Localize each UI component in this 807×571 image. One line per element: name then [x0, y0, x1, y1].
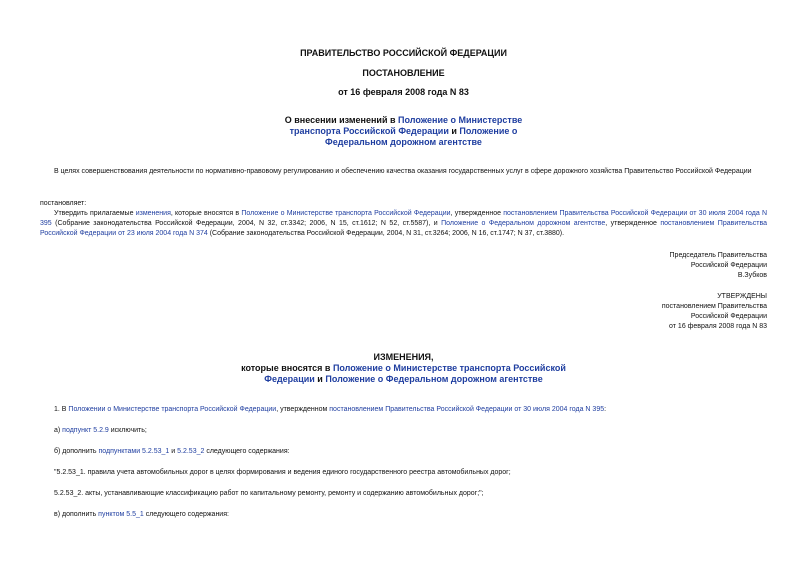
changes-mid: и — [314, 374, 326, 384]
changes-prefix: которые вносятся в — [241, 363, 333, 373]
item-1-link-decree-395[interactable]: постановлением Правительства Российской Федерации от 30 июля 2004 года N 395 — [329, 406, 605, 413]
title-link-ministry-regulation[interactable]: Положение о Министерстве транспорта Российской Федерации — [289, 115, 523, 136]
item-b-link-subpoint-2[interactable]: 5.2.53_2 — [177, 448, 205, 455]
signature-block — [670, 251, 767, 281]
item-v-link-point[interactable]: пунктом 5.5_1 — [98, 511, 144, 518]
approve-text-6: (Собрание законодательства Российской Федерации, 2004, N 31, ст.3264; 2006, N 16, ст.1747; N 37, ст.3880). — [207, 230, 565, 237]
item-b — [54, 447, 290, 457]
title-link-agency-regulation[interactable]: Положение о Федеральном дорожном агентстве — [325, 126, 518, 147]
approved-line-2: постановлением Правительства — [661, 303, 767, 310]
approve-text-4: (Собрание законодательства Российской Федерации, 2004, N 32, ст.3342; 2006, N 15, ст.1612; N 52, ст.5587), и — [51, 220, 442, 227]
changes-link-agency-regulation[interactable]: Положение о Федеральном дорожном агентстве — [325, 374, 543, 384]
changes-heading: ИЗМЕНЕНИЯ, — [373, 352, 434, 362]
link-decree-395[interactable]: постановлением Правительства Российской Федерации от 30 июля 2004 года N 395 — [40, 210, 767, 227]
item-1-link-ministry-regulation[interactable]: Положении о Министерстве транспорта Российской Федерации — [68, 406, 277, 413]
link-decree-374[interactable]: постановлением Правительства Российской Федерации от 23 июля 2004 года N 374 — [40, 220, 767, 237]
quote-5-2-53-1: "5.2.53_1. правила учета автомобильных дорог в целях формирования и ведения единого государственного реестра автомобильных дорог; — [54, 469, 511, 476]
item-1-text-1: 1. В — [54, 406, 69, 413]
item-b-link-subpoints[interactable]: подпунктами 5.2.53_1 — [98, 448, 170, 455]
item-v — [54, 510, 229, 520]
item-b-text-2: и — [169, 448, 178, 455]
approve-text-2: , которые вносятся в — [170, 210, 242, 217]
item-b-text-3: следующего содержания: — [204, 448, 290, 455]
link-ministry-regulation[interactable]: Положение о Министерстве транспорта Российской Федерации — [241, 210, 451, 217]
approved-line-4: от 16 февраля 2008 года N 83 — [669, 323, 767, 330]
item-a-link-subpoint[interactable]: подпункт 5.2.9 — [62, 427, 109, 434]
item-v-text-1: в) дополнить — [54, 511, 99, 518]
item-a-text-2: исключить; — [108, 427, 147, 434]
quote-5-2-53-2: 5.2.53_2. акты, устанавливающие классификацию работ по капитальному ремонту, ремонту и содержанию автомобильных дорог;"; — [54, 490, 484, 497]
changes-link-ministry-regulation[interactable]: Положение о Министерстве транспорта Российской Федерации — [264, 363, 566, 384]
approve-text-1: Утвердить прилагаемые — [54, 210, 136, 217]
item-a-text-1: а) — [54, 427, 63, 434]
link-agency-regulation[interactable]: Положение о Федеральном дорожном агентстве — [441, 220, 606, 227]
item-a — [54, 426, 147, 436]
approve-text-3: , утвержденное — [450, 210, 504, 217]
signature-name: В.Зубков — [737, 272, 767, 279]
item-1 — [54, 405, 606, 415]
title-prefix: О внесении изменений в — [284, 115, 399, 125]
header-doc-type: ПОСТАНОВЛЕНИЕ — [362, 68, 445, 78]
link-changes[interactable]: изменения — [135, 210, 171, 217]
preamble-paragraph: В целях совершенствования деятельности по нормативно-правовому регулированию и обеспечению качества оказания государственных услуг в сфере дорожного хозяйства Правительство Российской Федерации — [54, 168, 752, 175]
header-date-number: от 16 февраля 2008 года N 83 — [338, 87, 469, 97]
signature-line-2: Российской Федерации — [690, 262, 767, 269]
header-government: ПРАВИТЕЛЬСТВО РОССИЙСКОЙ ФЕДЕРАЦИИ — [300, 48, 507, 58]
item-b-text-1: б) дополнить — [54, 448, 99, 455]
approved-block — [662, 292, 767, 332]
approved-line-1: УТВЕРЖДЕНЫ — [717, 293, 767, 300]
item-v-text-2: следующего содержания: — [143, 511, 229, 518]
item-1-text-2: , утвержденном — [276, 406, 330, 413]
approve-paragraph — [40, 209, 767, 239]
title-mid: и — [448, 126, 460, 136]
approved-line-3: Российской Федерации — [690, 313, 767, 320]
changes-subtitle — [235, 363, 572, 385]
item-1-text-3: : — [604, 406, 607, 413]
document-title — [280, 115, 527, 148]
signature-line-1: Председатель Правительства — [669, 252, 767, 259]
approve-text-5: , утвержденное — [605, 220, 661, 227]
postanovlyaet-text: постановляет: — [40, 200, 87, 207]
